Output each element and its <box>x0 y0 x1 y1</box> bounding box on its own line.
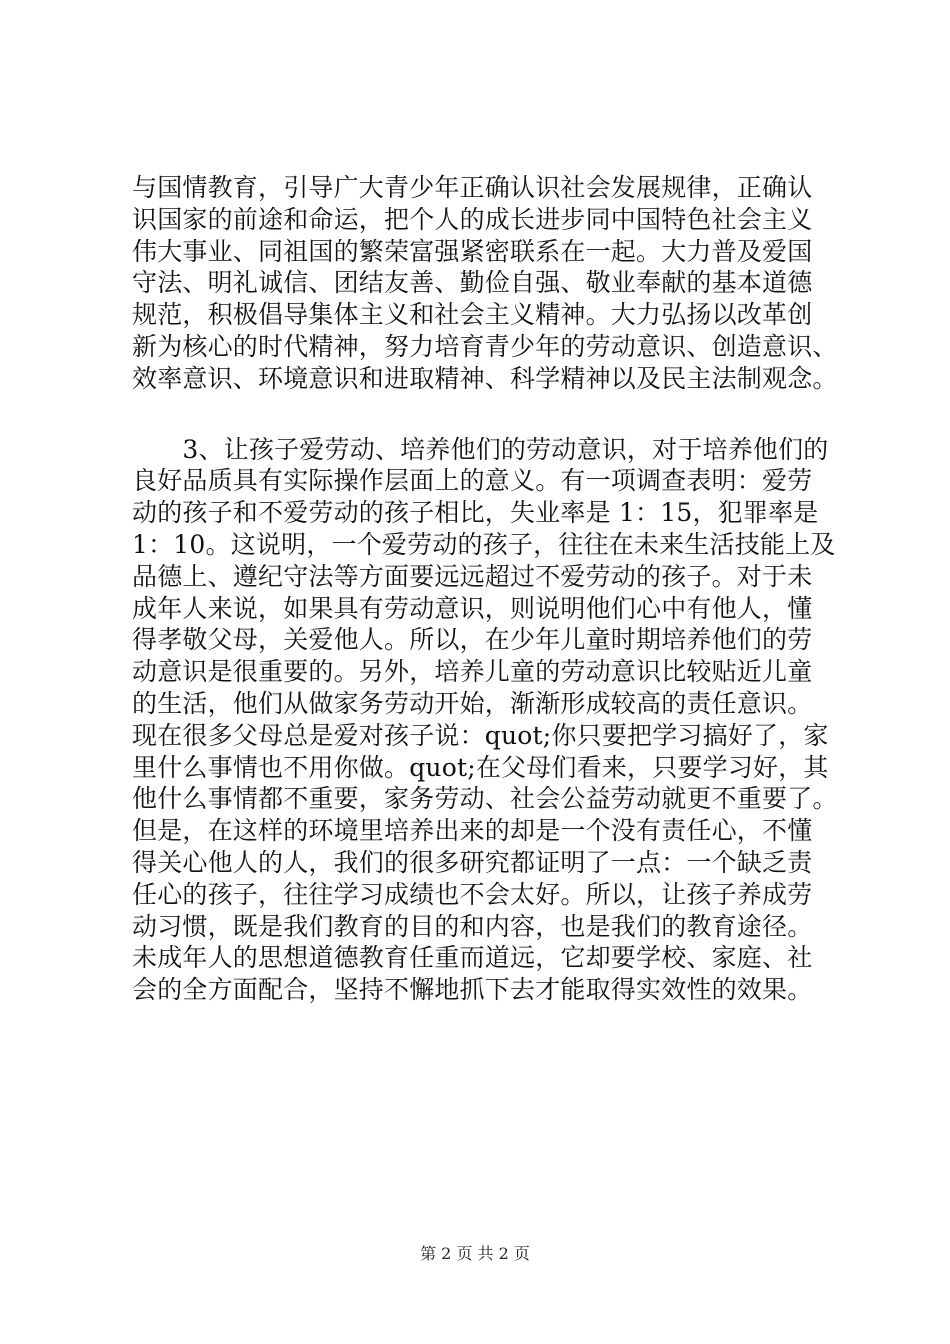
text-line: 品德上、遵纪守法等方面要远远超过不爱劳动的孩子。对于未 <box>132 561 813 591</box>
text-line: 识国家的前途和命运，把个人的成长进步同中国特色社会主义 <box>132 204 813 234</box>
text-line: 与国情教育，引导广大青少年正确认识社会发展规律，正确认 <box>132 173 813 202</box>
text-line: 动的孩子和不爱劳动的孩子相比，失业率是 1：15，犯罪率是 <box>132 498 819 528</box>
paragraph-1 <box>132 172 838 395</box>
text-line: 1：10。这说明，一个爱劳动的孩子，往往在未来生活技能上及 <box>132 529 836 559</box>
text-line: 动习惯，既是我们教育的目的和内容，也是我们的教育途径。 <box>132 911 813 941</box>
text-line: 得关心他人的人，我们的很多研究都证明了一点：一个缺乏责 <box>132 847 813 877</box>
text-line: 效率意识、环境意识和进取精神、科学精神以及民主法制观念。 <box>132 363 838 393</box>
text-line: 任心的孩子，往往学习成绩也不会太好。所以，让孩子养成劳 <box>132 879 813 909</box>
text-line: 良好品质具有实际操作层面上的意义。有一项调查表明：爱劳 <box>132 466 813 496</box>
text-line: 守法、明礼诚信、团结友善、勤俭自强、敬业奉献的基本道德 <box>132 268 813 298</box>
text-line: 动意识是很重要的。另外，培养儿童的劳动意识比较贴近儿童 <box>132 657 813 687</box>
paragraph-gap <box>132 395 832 434</box>
text-line: 现在很多父母总是爱对孩子说：quot;你只要把学习搞好了，家 <box>132 720 829 750</box>
text-line: 他什么事情都不重要，家务劳动、社会公益劳动就更不重要了。 <box>132 784 838 814</box>
text-line: 新为核心的时代精神，努力培育青少年的劳动意识、创造意识、 <box>132 331 838 361</box>
text-line: 但是，在这样的环境里培养出来的却是一个没有责任心，不懂 <box>132 816 813 846</box>
text-line: 里什么事情也不用你做。quot;在父母们看来，只要学习好，其 <box>132 752 829 782</box>
text-line: 伟大事业、同祖国的繁荣富强紧密联系在一起。大力普及爱国 <box>132 236 813 266</box>
text-line: 3、让孩子爱劳动、培养他们的劳动意识，对于培养他们的 <box>132 434 829 464</box>
document-body <box>132 172 838 1006</box>
text-line: 未成年人的思想道德教育任重而道远，它却要学校、家庭、社 <box>132 943 813 973</box>
paragraph-2 <box>132 434 838 1006</box>
text-line: 得孝敬父母，关爱他人。所以，在少年儿童时期培养他们的劳 <box>132 625 813 655</box>
text-line: 成年人来说，如果具有劳动意识，则说明他们心中有他人，懂 <box>132 593 813 623</box>
text-line: 的生活，他们从做家务劳动开始，渐渐形成较高的责任意识。 <box>132 688 813 718</box>
page-number-footer: 第 2 页 共 2 页 <box>420 1244 530 1263</box>
text-line: 会的全方面配合，坚持不懈地抓下去才能取得实效性的效果。 <box>132 975 813 1005</box>
text-line: 规范，积极倡导集体主义和社会主义精神。大力弘扬以改革创 <box>132 300 813 330</box>
